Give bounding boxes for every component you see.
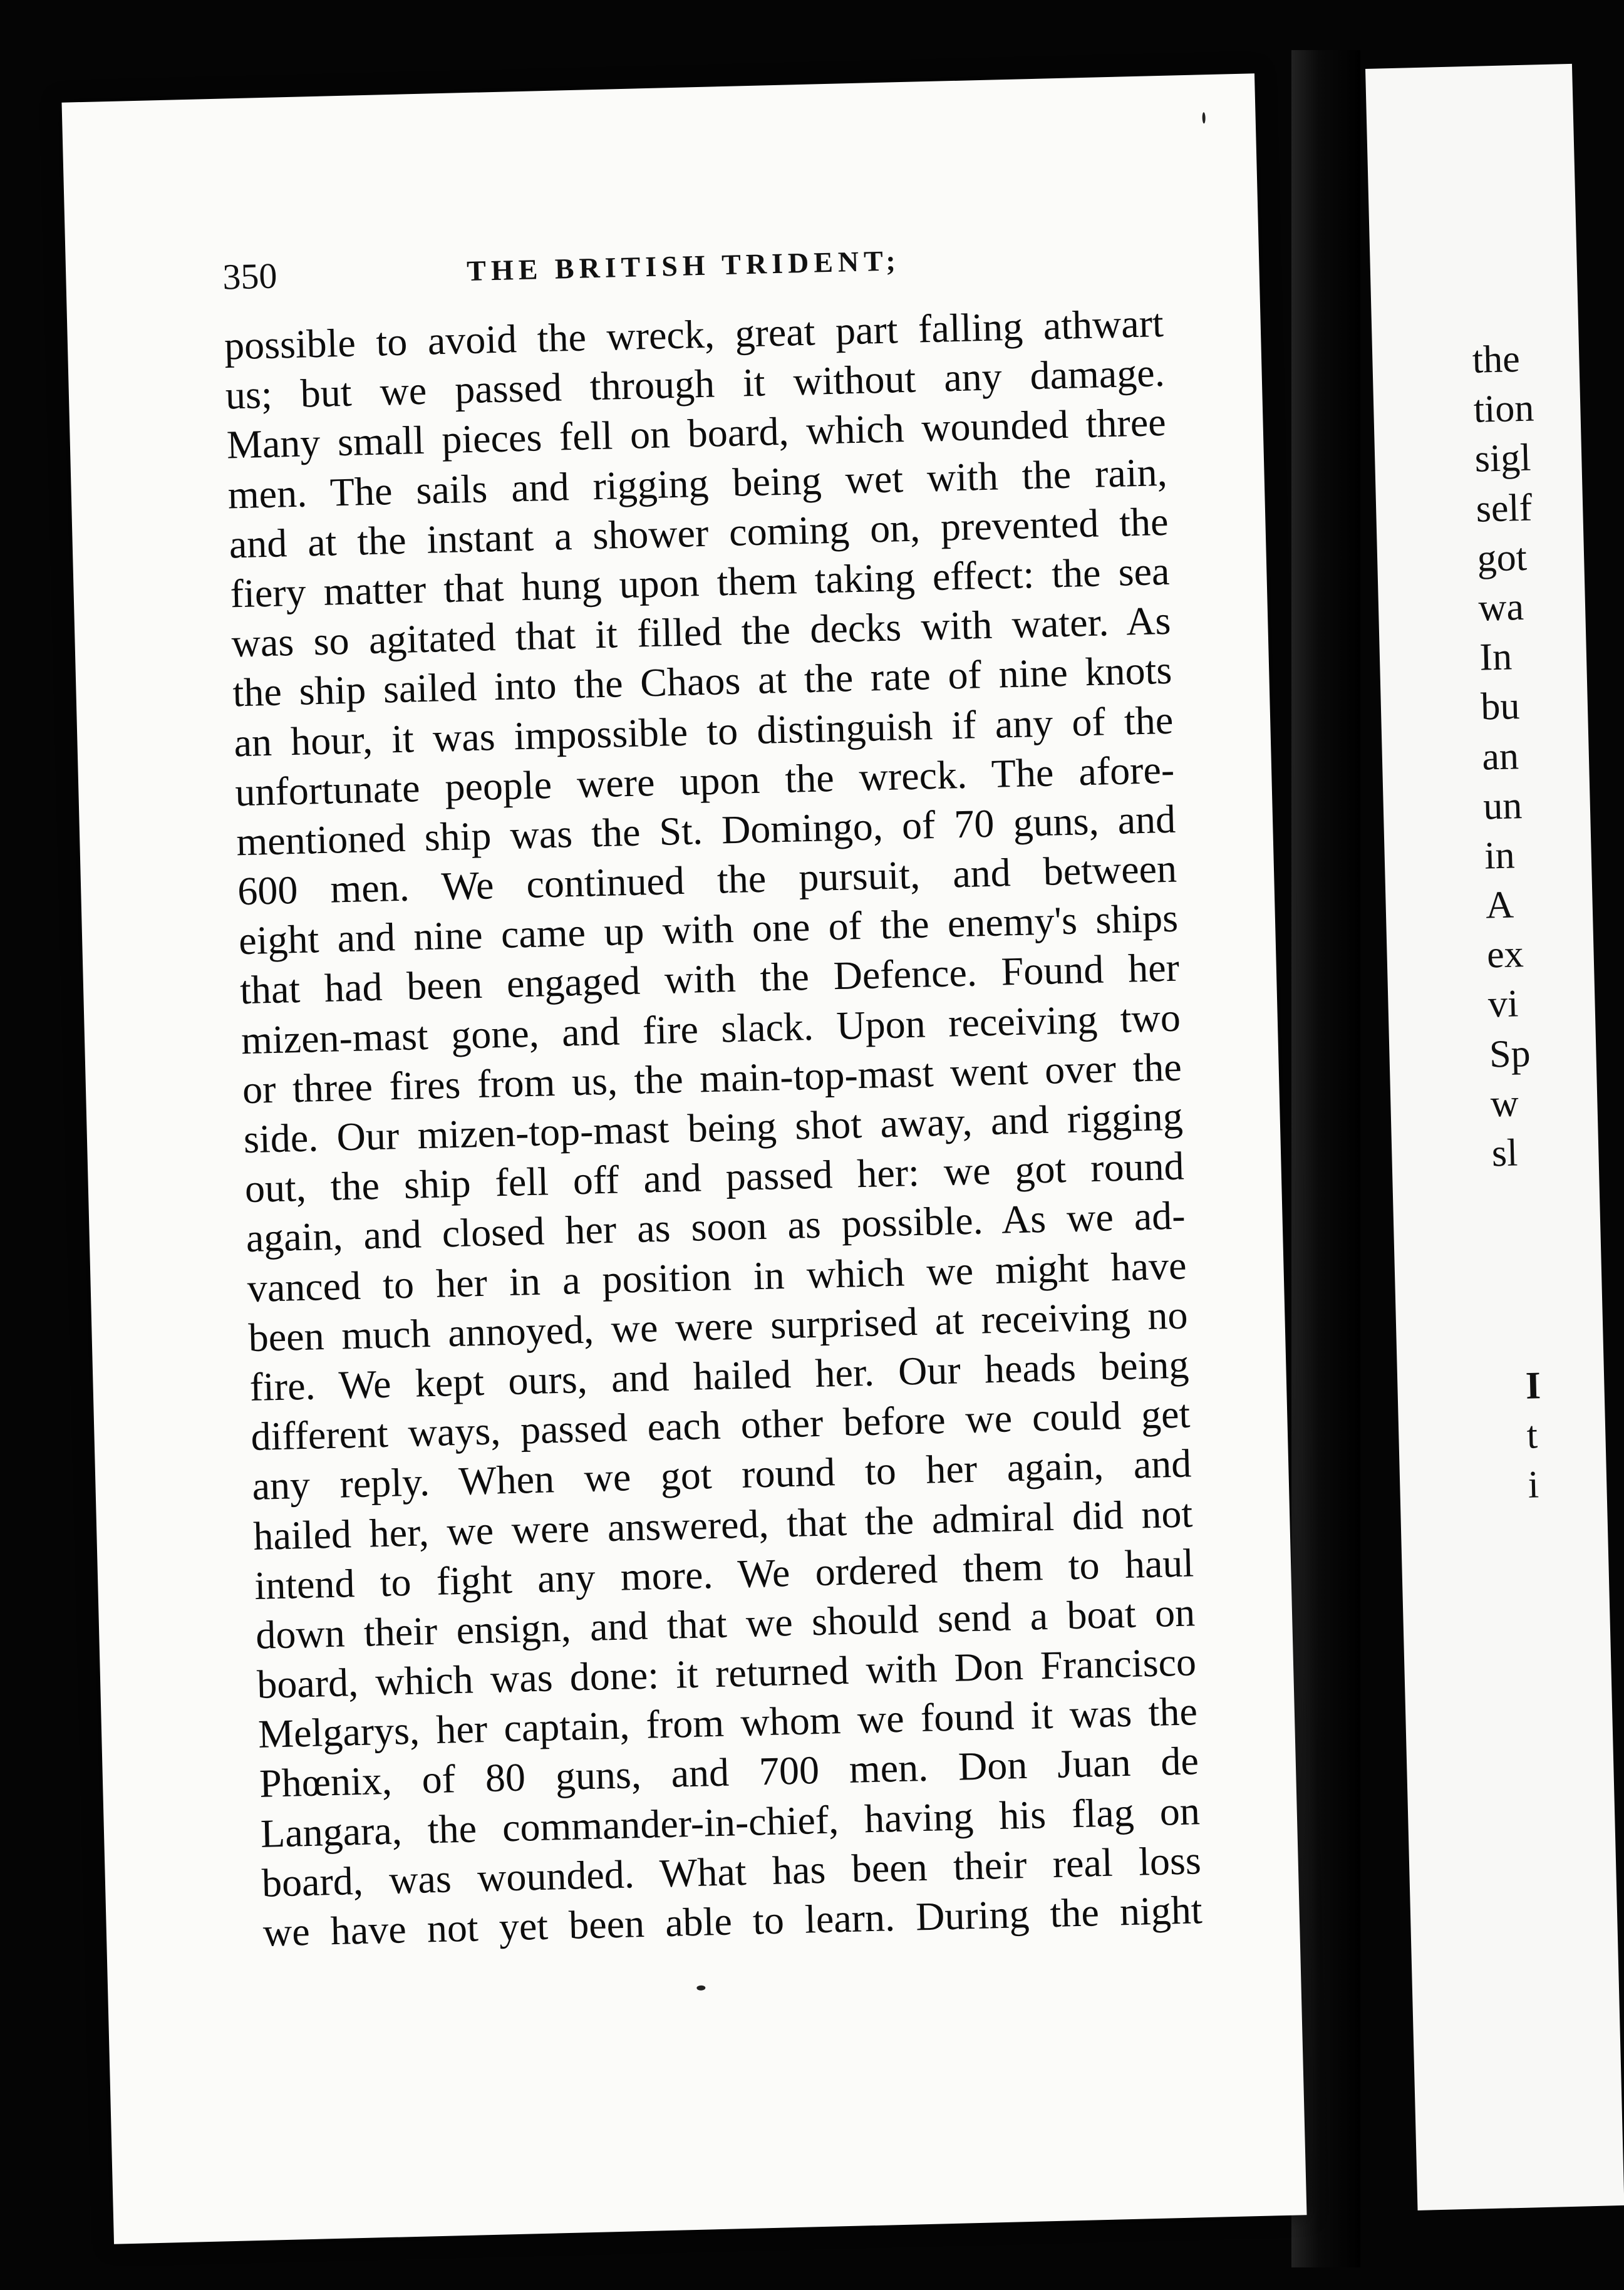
facing-text-fragment: i (1527, 1463, 1539, 1507)
book-page (62, 73, 1307, 2244)
page-number: 350 (222, 255, 278, 298)
facing-text-fragment: sl (1491, 1131, 1519, 1175)
text-line: us; but we passed through it without any damage. (225, 350, 1166, 418)
body-text (224, 298, 1202, 1957)
text-line: the ship sailed into the Chaos at the rate of nine knots (232, 648, 1173, 715)
text-line: any reply. When we got round to her again, and (251, 1441, 1192, 1509)
facing-text-fragment: tion (1473, 386, 1535, 431)
text-line: intend to fight any more. We ordered them to haul (254, 1540, 1194, 1608)
text-line: was so agitated that it filled the decks with water. As (230, 598, 1172, 666)
text-line: mizen-mast gone, and fire slack. Upon receiving two (240, 995, 1181, 1062)
text-line: eight and nine came up with one of the enemy's ships (238, 895, 1179, 963)
text-line: possible to avoid the wreck, great part falling athwart (224, 300, 1164, 368)
facing-text-fragment: Sp (1489, 1032, 1531, 1076)
text-line: an hour, it was impossible to distinguish if any of the (233, 697, 1174, 765)
text-line: fiery matter that hung upon them taking effect: the sea (229, 548, 1171, 616)
text-line: board, which was done: it returned with Don Francisco (256, 1639, 1197, 1707)
facing-text-fragment: self (1475, 486, 1533, 531)
text-line: Phœnix, of 80 guns, and 700 men. Don Juan de (259, 1738, 1199, 1806)
text-line: out, the ship fell off and passed her: we got round (244, 1143, 1185, 1211)
text-line: vanced to her in a position in which we might have (246, 1243, 1187, 1310)
facing-text-fragment: vi (1487, 982, 1519, 1026)
facing-text-fragment: in (1484, 834, 1516, 878)
text-line: been much annoyed, we were surprised at receiving no (247, 1292, 1189, 1360)
text-line: board, was wounded. What has been their real loss (261, 1837, 1202, 1905)
text-line: and at the instant a shower coming on, prevented the (228, 499, 1169, 567)
facing-text-fragment: A (1485, 883, 1514, 927)
text-line: or three fires from us, the main-top-mast went over the (242, 1044, 1182, 1112)
facing-text-fragment: un (1482, 784, 1523, 828)
text-line: we have not yet been able to learn. During the night (262, 1887, 1203, 1955)
facing-text-fragment: ex (1486, 933, 1524, 977)
facing-text-fragment: I (1525, 1364, 1541, 1407)
facing-text-fragment: In (1479, 635, 1513, 679)
text-line: Langara, the commander-in-chief, having his flag on (260, 1788, 1201, 1856)
facing-text-fragment: got (1476, 536, 1528, 580)
facing-text-fragment: the (1472, 337, 1521, 381)
text-line: different ways, passed each other before we could get (250, 1391, 1191, 1459)
text-line: Melgarys, her captain, from whom we found it was the (257, 1689, 1198, 1757)
running-title: THE BRITISH TRIDENT; (466, 244, 901, 288)
text-line: unfortunate people were upon the wreck. The afore- (234, 747, 1175, 815)
text-line: fire. We kept ours, and hailed her. Our heads being (249, 1342, 1190, 1409)
text-line: mentioned ship was the St. Domingo, of 70 guns, and (235, 796, 1176, 864)
text-line: down their ensign, and that we should send a boat on (255, 1590, 1196, 1657)
facing-text-fragment: an (1481, 734, 1519, 779)
text-line: Many small pieces fell on board, which wounded three (226, 400, 1167, 467)
facing-text-fragment: w (1490, 1082, 1519, 1126)
text-line: side. Our mizen-top-mast being shot away, and rigging (243, 1094, 1184, 1162)
facing-page-text (1365, 333, 1593, 1181)
text-line: that had been engaged with the Defence. Found her (239, 945, 1180, 1013)
text-line: again, and closed her as soon as possible. As we ad- (246, 1193, 1186, 1261)
page-header (222, 234, 1112, 299)
text-line: men. The sails and rigging being wet with the rain, (227, 449, 1168, 517)
text-line: hailed her, we were answered, that the admiral did not (252, 1490, 1193, 1558)
facing-text-fragment: bu (1480, 685, 1521, 728)
facing-page-lower-text (1365, 1360, 1576, 1515)
text-line: 600 men. We continued the pursuit, and between (237, 846, 1177, 914)
ink-speck (1202, 112, 1205, 123)
facing-text-fragment: t (1526, 1414, 1538, 1457)
book-gutter (1291, 50, 1360, 2267)
facing-text-fragment: wa (1477, 585, 1524, 629)
facing-text-fragment: sigl (1474, 436, 1532, 481)
ink-speck (696, 1986, 705, 1991)
